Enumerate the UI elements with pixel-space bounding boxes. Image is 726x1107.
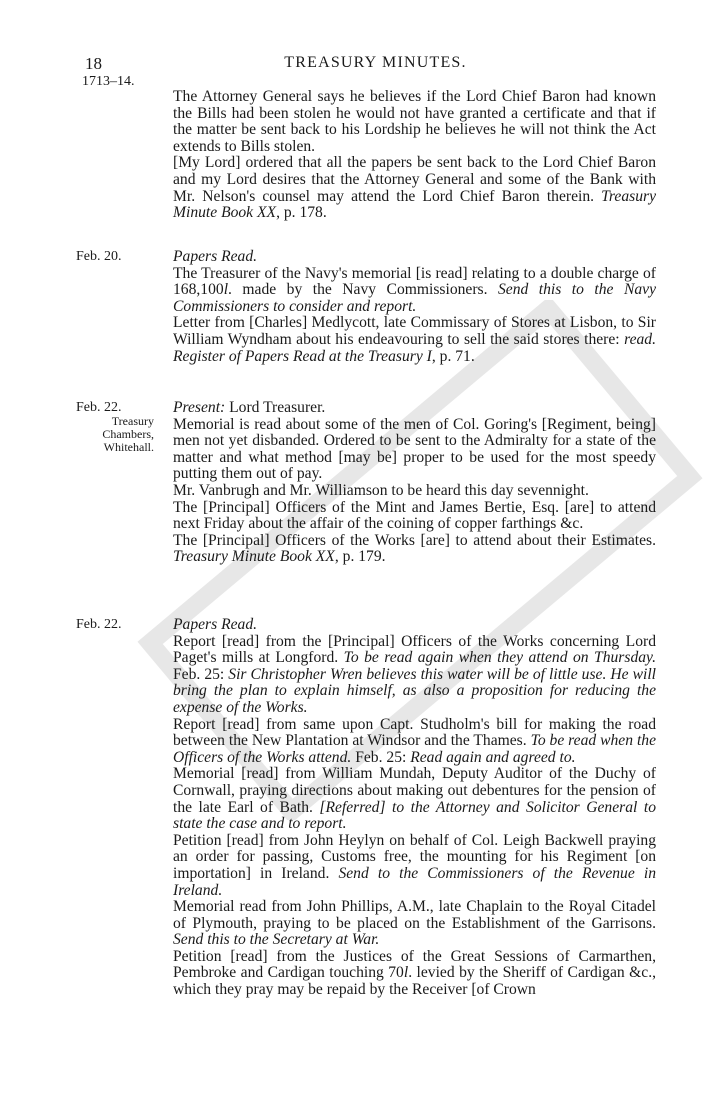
text-run: [My Lord] ordered that all the papers be sent back to the Lord Chief Baron and my Lord desires that the Attorney General and some of the Bank with Mr. Nelson's counsel may attend the Lord Chief Baron therein. — [173, 154, 656, 205]
italic-text: read. Register of Papers Read at the Treasury I — [173, 330, 656, 365]
italic-text: l — [403, 964, 409, 982]
entry-feb-22-present — [76, 400, 666, 566]
italic-text: [Referred] to the Attorney and Solicitor General to state the case and to report. — [173, 798, 656, 833]
text-run: Memorial read from John Phillips, A.M., late Chaplain to the Royal Citadel of Plymouth, praying to be placed on the Establishment of the Garrisons. — [173, 898, 656, 932]
marginal-note — [76, 249, 158, 264]
text-run: The [Principal] Officers of the Mint and James Bertie, Esq. [are] to attend next Friday about the affair of the coining of copper farthings &c. — [173, 498, 656, 533]
italic-text: Treasury Minute Book XX — [173, 187, 656, 222]
paragraph — [173, 533, 656, 566]
entry-body — [173, 617, 656, 999]
entry-body — [173, 249, 656, 365]
paragraph — [173, 315, 656, 365]
paragraph — [173, 833, 656, 899]
italic-text: Treasury Minute Book XX — [173, 548, 335, 566]
entry-feb-20 — [76, 249, 666, 365]
paragraph — [173, 766, 656, 832]
page-header — [85, 54, 666, 76]
text-run: Feb. 25: — [351, 748, 411, 766]
italic-text: To be read again when they attend on Thursday. — [343, 649, 656, 667]
text-run: . made by the Navy Commissioners. — [228, 281, 498, 299]
text-run: Mr. Vanbrugh and Mr. Williamson to be heard this day sevennight. — [173, 481, 589, 499]
running-title: TREASURY MINUTES. — [284, 54, 467, 71]
italic-text: To be read when the Officers of the Works attend. — [173, 732, 656, 766]
entry-heading-rest: Lord Treasurer. — [225, 399, 326, 416]
paragraph — [173, 483, 656, 500]
entry-heading: Papers Read. — [173, 616, 258, 633]
italic-text: Send to the Commissioners of the Revenue in Ireland. — [173, 864, 656, 899]
text-run: The Attorney General says he believes if the Lord Chief Baron had known the Bills had been stolen he would not have granted a certificate and that if the matter be sent back to his Lordship he believes he will not think the Act extends to Bills stolen. — [173, 88, 656, 155]
text-run: The [Principal] Officers of the Works [are] to attend about their Estimates. — [173, 531, 656, 549]
entry-heading: Present: — [173, 399, 226, 416]
entry-place: Treasury Chambers, Whitehall. — [102, 414, 154, 454]
paragraph — [173, 500, 656, 533]
entry-date: Feb. 22. — [76, 617, 122, 632]
paragraph — [173, 89, 656, 155]
text-run: Feb. 25: — [173, 665, 229, 683]
text-run: . levied by the Sheriff of Cardigan &c., which they pray may be repaid by the Receiver [of Crown — [173, 964, 656, 999]
italic-text: l — [223, 281, 229, 299]
text-run: Report [read] from same upon Capt. Studholm's bill for making the road between the New Plantation at Windsor and the Thames. — [173, 715, 656, 750]
marginal-note — [76, 617, 158, 632]
marginal-note — [76, 400, 158, 454]
text-run: Petition [read] from the Justices of the Great Sessions of Carmarthen, Pembroke and Cardigan touching 70 — [173, 947, 656, 982]
text-run: , p. 178. — [276, 204, 327, 222]
page-number: 18 — [85, 54, 102, 73]
entry-date: Feb. 20. — [76, 249, 122, 264]
entry-date: Feb. 22. — [76, 400, 122, 415]
paragraph — [173, 155, 656, 221]
italic-text: Read again and agreed to. — [410, 748, 576, 766]
text-run: Petition [read] from John Heylyn on behalf of Col. Leigh Backwell praying an order for passing, Customs free, the mounting for his Regiment [on importation] in Ireland. — [173, 831, 656, 882]
paragraph — [173, 717, 656, 767]
entry-heading: Papers Read. — [173, 248, 258, 265]
paragraph — [173, 417, 656, 483]
text-run: The Treasurer of the Navy's memorial [is read] relating to a double charge of 168,100 — [173, 264, 656, 299]
text-run: , p. 71. — [431, 347, 475, 365]
text-run: Memorial [read] from William Mundah, Deputy Auditor of the Duchy of Cornwall, praying directions about making out debentures for the pension of the late Earl of Bath. — [173, 765, 656, 816]
year-label: 1713–14. — [82, 74, 135, 89]
paragraph — [173, 266, 656, 316]
paragraph — [173, 949, 656, 999]
entry-heading-line — [173, 249, 656, 266]
italic-text: Send this to the Navy Commissioners to consider and report. — [173, 281, 656, 315]
entry-body — [173, 89, 656, 222]
text-run: Memorial is read about some of the men of Col. Goring's [Regiment, being] men not yet disbanded. Ordered to be sent to the Admiralty for a state of the matter and what method [may be] proper to be used for the most speedy putting them out of pay. — [173, 415, 656, 483]
entry-body — [173, 400, 656, 566]
entry-feb-22-papers — [76, 617, 666, 999]
text-run: , p. 179. — [334, 548, 386, 566]
italic-text: Send this to the Secretary at War. — [173, 931, 380, 949]
text-run: Letter from [Charles] Medlycott, late Commissary of Stores at Lisbon, to Sir William Wyndham about his endeavouring to sell the said stores there: — [173, 314, 656, 348]
paragraph — [173, 634, 656, 717]
entry-heading-line — [173, 617, 656, 634]
continuation-entry — [76, 89, 666, 222]
italic-text: Sir Christopher Wren believes this water will be of little use. He will bring the plan to explain himself, as also a proposition for reducing the expense of the Works. — [173, 665, 657, 716]
text-run: Report [read] from the [Principal] Officers of the Works concerning Lord Paget's mills at Longford. — [173, 632, 656, 667]
entry-heading-line — [173, 400, 656, 417]
paragraph — [173, 899, 656, 949]
